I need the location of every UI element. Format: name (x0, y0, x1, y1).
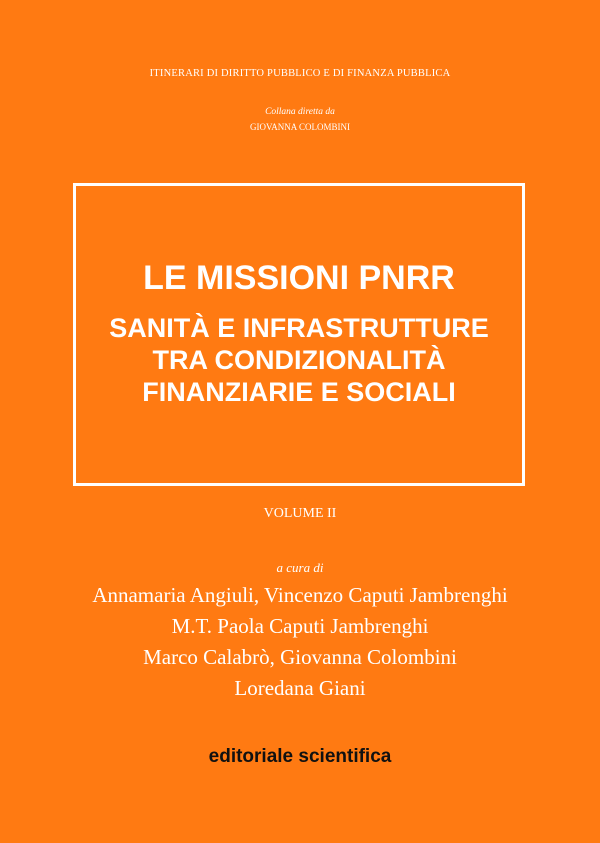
editor-line: Annamaria Angiuli, Vincenzo Caputi Jambrenghi (92, 583, 508, 607)
editor-line: M.T. Paola Caputi Jambrenghi (171, 614, 429, 638)
subtitle-line: TRA CONDIZIONALITÀ (152, 345, 446, 375)
directed-by-label: Collana diretta da (265, 107, 335, 117)
editor-line: Marco Calabrò, Giovanna Colombini (143, 645, 457, 669)
volume-label: VOLUME II (263, 506, 337, 521)
editor-line: Loredana Giani (234, 676, 366, 700)
editors-list (0, 580, 600, 704)
book-title: LE MISSIONI PNRR (143, 259, 455, 297)
title-frame (73, 183, 525, 486)
series-title: ITINERARI DI DIRITTO PUBBLICO E DI FINANZA PUBBLICA (149, 68, 451, 79)
curated-by-label: a cura di (276, 560, 324, 575)
subtitle-line: SANITÀ E INFRASTRUTTURE (109, 313, 489, 343)
publisher-name: editoriale scientifica (208, 746, 392, 767)
subtitle-line: FINANZIARIE E SOCIALI (142, 377, 456, 407)
book-subtitle (76, 312, 522, 408)
series-director: GIOVANNA COLOMBINI (249, 122, 351, 132)
